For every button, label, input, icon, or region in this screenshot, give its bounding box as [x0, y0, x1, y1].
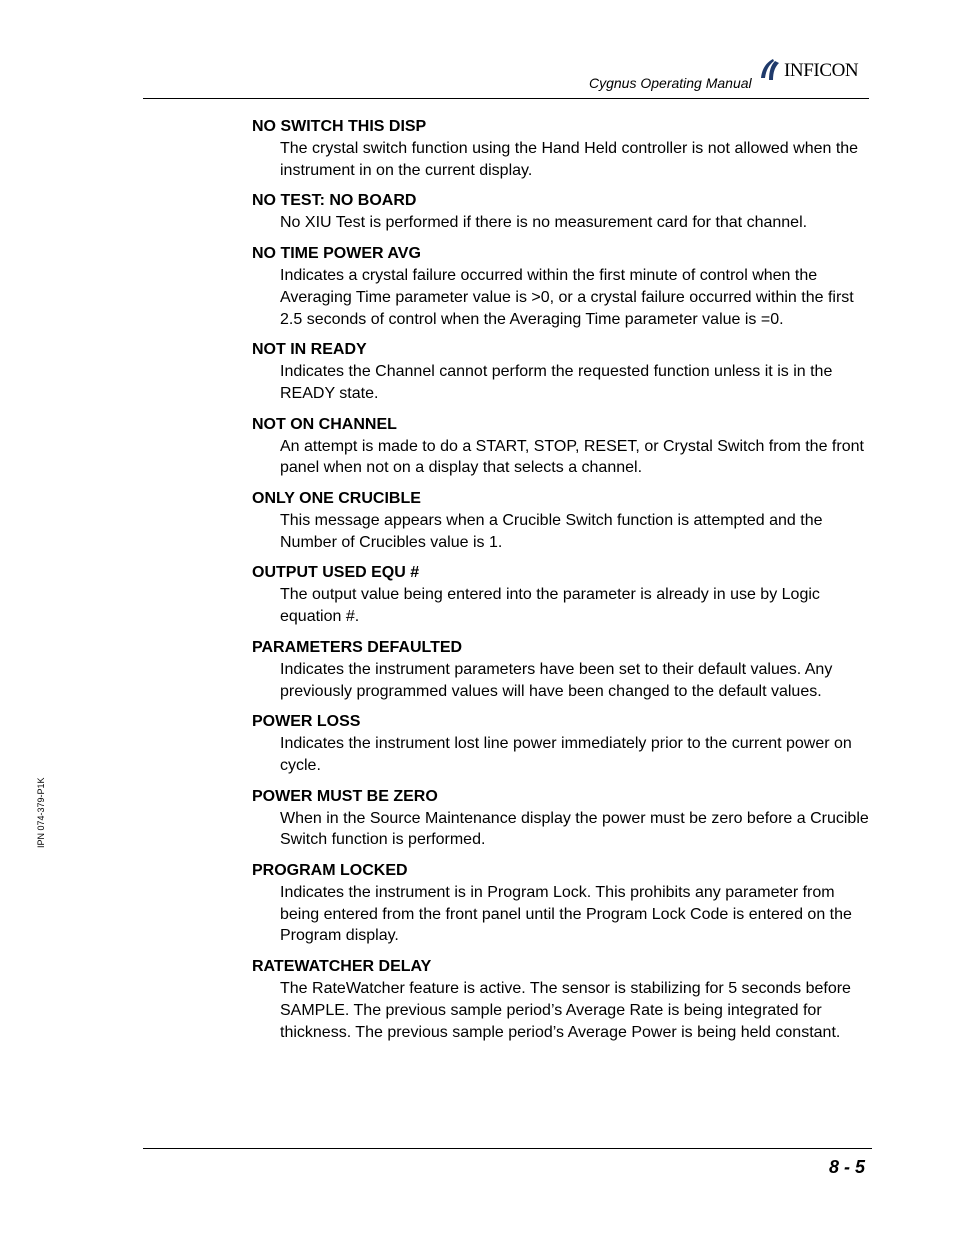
message-description: No XIU Test is performed if there is no measurement card for that channel.: [280, 214, 808, 232]
message-term: ONLY ONE CRUCIBLE: [252, 490, 421, 508]
message-entry: [252, 190, 872, 234]
message-description: An attempt is made to do a START, STOP, RESET, or Crystal Switch from the front panel when not on a display that selects a channel.: [280, 437, 864, 477]
message-term: NO SWITCH THIS DISP: [252, 118, 427, 135]
logo-wordmark: INFICON: [784, 60, 859, 81]
message-term: NOT ON CHANNEL: [252, 415, 397, 433]
message-entry: [252, 414, 872, 479]
message-description: Indicates the instrument is in Program Lock. This prohibits any parameter from being entered from the front panel until the Program Lock Code is entered on the Program display.: [280, 884, 852, 945]
header-rule: [143, 98, 869, 99]
message-entry: [252, 637, 872, 702]
message-description: Indicates the instrument lost line power immediately prior to the current power on cycle.: [280, 735, 852, 774]
message-description: Indicates the Channel cannot perform the requested function unless it is in the READY state.: [280, 363, 833, 402]
message-term: OUTPUT USED EQU #: [252, 564, 420, 582]
message-entry: [252, 786, 872, 851]
message-term: NO TEST: NO BOARD: [252, 192, 417, 210]
message-term: PROGRAM LOCKED: [252, 862, 408, 880]
message-entry: [252, 488, 872, 553]
page-number: 8 - 5: [828, 1157, 865, 1177]
footer-rule: [143, 1148, 872, 1149]
message-term: NOT IN READY: [252, 341, 367, 359]
message-entry: [252, 243, 872, 330]
message-description: The output value being entered into the parameter is already in use by Logic equation #.: [280, 586, 820, 626]
message-term: PARAMETERS DEFAULTED: [252, 638, 463, 656]
message-term: NO TIME POWER AVG: [252, 245, 421, 263]
message-entry: [252, 339, 872, 404]
message-term: POWER LOSS: [252, 713, 361, 731]
message-description: The RateWatcher feature is active. The sensor is stabilizing for 5 seconds before SAMPLE. The previous sample period’s Average Rate is being integrated for thickness. The previous sample period’s Average Power is being held constant.: [280, 980, 851, 1041]
message-description: This message appears when a Crucible Switch function is attempted and the Number of Crucibles value is 1.: [280, 512, 823, 551]
message-entry: [252, 711, 872, 776]
message-description: When in the Source Maintenance display the power must be zero before a Crucible Switch function is performed.: [280, 809, 869, 849]
message-term: POWER MUST BE ZERO: [252, 787, 438, 805]
message-term: RATEWATCHER DELAY: [252, 958, 432, 976]
message-description: Indicates the instrument parameters have been set to their default values. Any previously programmed values will have been changed to the default values.: [280, 660, 833, 700]
inficon-logo: [759, 58, 873, 84]
message-entry: [252, 956, 872, 1043]
manual-title: Cygnus Operating Manual: [589, 75, 752, 91]
message-entry: [252, 116, 872, 181]
message-list: [252, 116, 872, 1052]
inficon-swoosh-icon: [759, 58, 781, 82]
message-entry: [252, 562, 872, 627]
ipn-label: IPN 074-379-P1K: [36, 777, 46, 848]
message-description: The crystal switch function using the Hand Held controller is not allowed when the instrument in on the current display.: [280, 140, 859, 179]
message-description: Indicates a crystal failure occurred within the first minute of control when the Averaging Time parameter value is >0, or a crystal failure occurred within the first 2.5 seconds of control when the Averaging Time parameter value is =0.: [280, 267, 854, 328]
message-entry: [252, 860, 872, 947]
